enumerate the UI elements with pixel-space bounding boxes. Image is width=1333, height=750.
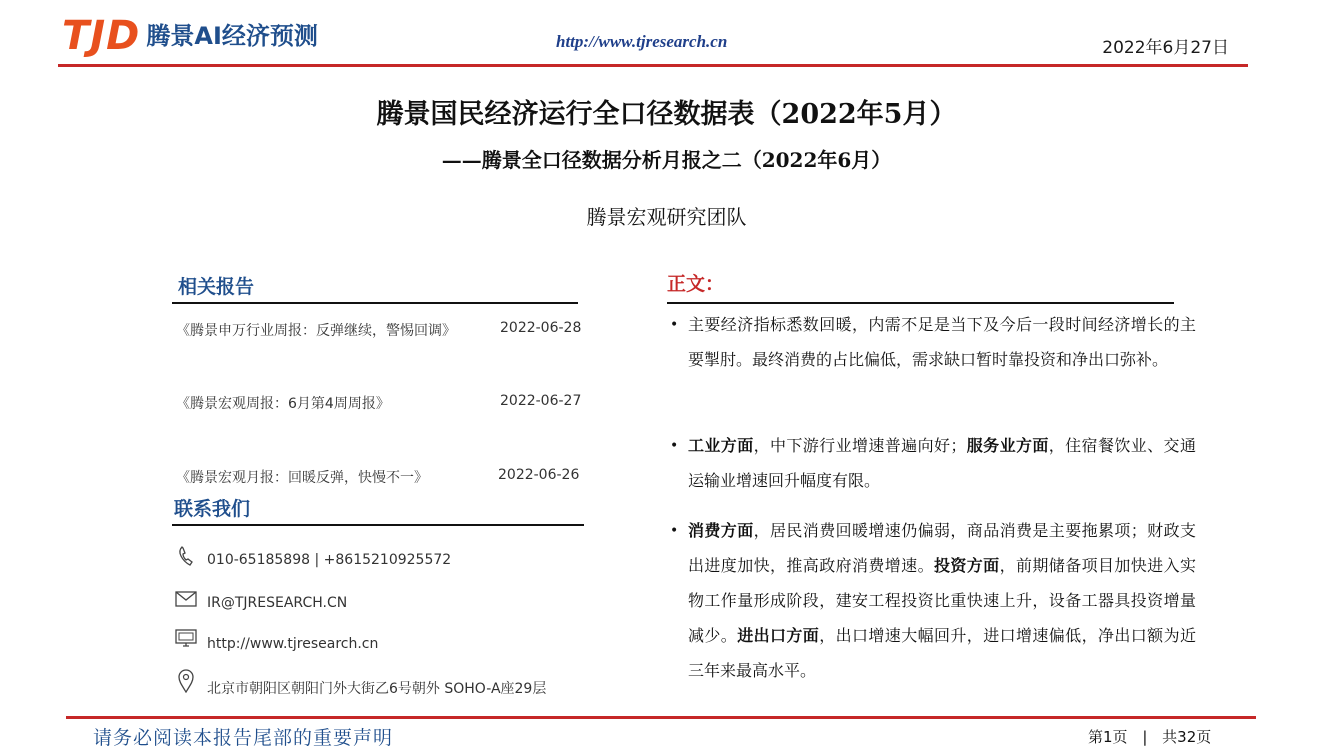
report-title: 腾景国民经济运行全口径数据表（2022年5月） <box>376 99 957 130</box>
paragraph-bold-heading: 投资方面 <box>933 556 1000 575</box>
header-url-link[interactable]: http://www.tjresearch.cn <box>556 32 728 51</box>
paragraph-bold-heading: 服务业方面 <box>966 436 1049 455</box>
page-indicator <box>1088 726 1211 747</box>
logo-mark: TJD <box>62 13 141 59</box>
page-total: 共32页 <box>1162 728 1212 746</box>
bullet-marker: • <box>670 317 679 333</box>
body-paragraph <box>688 307 1196 377</box>
logo-text: 腾景AI经济预测 <box>146 22 318 50</box>
paragraph-text: ，住宿餐饮业、交通运输业增速回升幅度有限。 <box>688 436 1196 490</box>
related-report-date: 2022-06-28 <box>500 320 582 336</box>
header-divider <box>58 64 1248 67</box>
page-separator: | <box>1142 728 1148 746</box>
report-date: 2022年6月27日 <box>1102 38 1229 58</box>
related-report-date: 2022-06-27 <box>500 393 582 409</box>
contact-website[interactable]: http://www.tjresearch.cn <box>207 636 379 652</box>
paragraph-bold-heading: 进出口方面 <box>737 626 820 645</box>
paragraph-text: 主要经济指标悉数回暖，内需不足是当下及今后一段时间经济增长的主要掣肘。最终消费的占比偏低，需求缺口暂时靠投资和净出口弥补。 <box>688 315 1196 369</box>
body-divider <box>667 302 1174 304</box>
related-report-title[interactable]: 《腾景申万行业周报：反弹继续，警惕回调》 <box>176 323 456 339</box>
disclaimer-notice: 请务必阅读本报告尾部的重要声明 <box>93 727 394 749</box>
related-report-date: 2022-06-26 <box>498 467 580 483</box>
paragraph-bold-heading: 工业方面 <box>688 436 754 455</box>
body-paragraph <box>688 513 1196 688</box>
related-report-title[interactable]: 《腾景宏观月报：回暖反弹，快慢不一》 <box>176 470 428 486</box>
bullet-marker: • <box>670 523 679 539</box>
related-reports-divider <box>172 302 578 304</box>
paragraph-text: ，出口增速大幅回升，进口增速偏低，净出口额为近三年来最高水平。 <box>688 626 1196 680</box>
paragraph-text: ，中下游行业增速普遍向好； <box>753 436 967 455</box>
mail-icon <box>175 588 197 610</box>
related-reports-heading: 相关报告 <box>178 276 255 298</box>
contact-address: 北京市朝阳区朝阳门外大街乙6号朝外 SOHO-A座29层 <box>207 681 547 697</box>
page-number: 第1页 <box>1088 728 1128 746</box>
computer-icon <box>175 628 197 650</box>
contact-divider <box>172 524 584 526</box>
brand-logo <box>62 14 318 58</box>
body-paragraph <box>688 428 1196 498</box>
phone-icon <box>175 545 197 567</box>
footer-divider <box>66 716 1256 719</box>
author-team: 腾景宏观研究团队 <box>586 205 747 229</box>
paragraph-bold-heading: 消费方面 <box>688 521 754 540</box>
paragraph-text: ，居民消费回暖增速仍偏弱，商品消费是主要拖累项；财政支出进度加快，推高政府消费增速。 <box>688 521 1196 575</box>
location-pin-icon <box>175 670 197 692</box>
related-report-title[interactable]: 《腾景宏观周报：6月第4周周报》 <box>176 396 390 412</box>
contact-phone[interactable]: 010-65185898 | +8615210925572 <box>207 552 452 568</box>
paragraph-text: ，前期储备项目加快进入实物工作量形成阶段，建安工程投资比重快速上升，设备工器具投资增量减少。 <box>688 556 1196 645</box>
body-heading: 正文： <box>667 273 725 295</box>
contact-email[interactable]: IR@TJRESEARCH.CN <box>207 595 348 611</box>
report-subtitle: ——腾景全口径数据分析月报之二（2022年6月） <box>441 148 892 172</box>
contact-heading: 联系我们 <box>174 498 251 520</box>
bullet-marker: • <box>670 438 679 454</box>
